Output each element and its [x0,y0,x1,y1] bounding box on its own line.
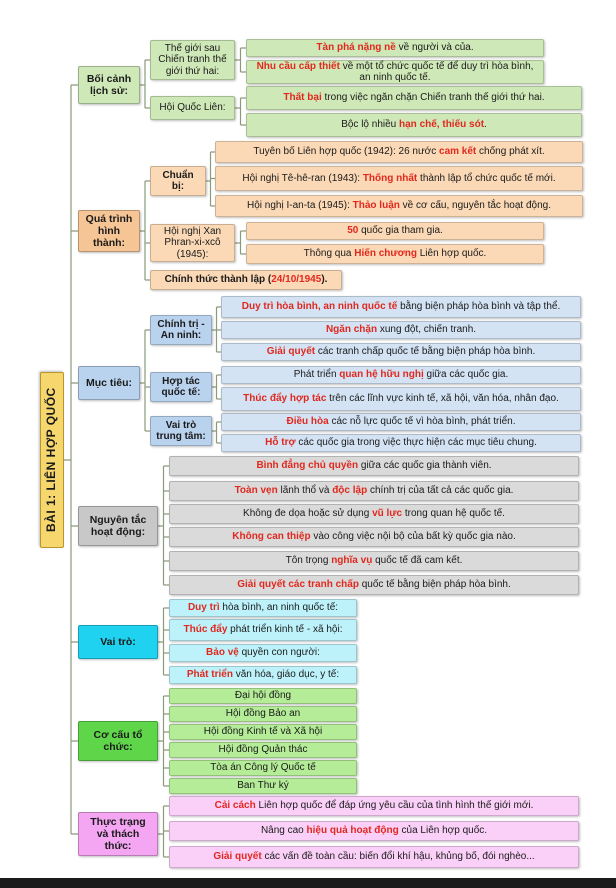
highlight-text: hạn chế, thiếu sót [399,119,485,131]
plain-text: trong việc ngăn chặn Chiến tranh thế giới thứ hai. [321,92,545,104]
plain-text: lãnh thổ và [277,485,333,497]
leaf-text [341,119,487,131]
leaf-vai-tro-4 [169,666,357,684]
plain-text: Hội nghị I-an-ta (1945): [247,200,353,212]
leaf-thuc-trang-2 [169,821,579,841]
highlight-text: Giải quyết [266,346,316,358]
sub-hoi-quoc-lien: Hội Quốc Liên: [150,96,235,120]
leaf-vai-tro-3 [169,644,357,662]
leaf-text [165,274,328,286]
leaf-text [294,369,509,381]
leaf-qua-trinh-1 [215,141,583,163]
leaf-text [316,42,473,54]
connector-boi-canh-sub1 [235,48,246,72]
leaf-co-cau-1 [169,688,357,704]
leaf-text [261,825,487,837]
highlight-text: quan hệ hữu nghị [339,369,424,381]
plain-text: hòa bình, an ninh quốc tế: [219,602,339,614]
highlight-text: Điều hòa [286,416,329,428]
highlight-text: Thảo luận [352,200,400,212]
highlight-text: Ngăn chặn [325,324,378,336]
leaf-text [235,485,514,497]
leaf-text [204,726,322,738]
section-boi-canh: Bối cảnh lịch sử: [78,66,140,104]
plain-text: Đại hội đồng [234,690,292,702]
sub-hoi-nghi-xan-phran-xi-xco: Hội nghị Xan Phran-xi-xcô (1945): [150,224,235,262]
plain-text: quyền con người: [238,647,320,659]
connector-nguyen-tac [158,466,169,585]
leaf-boi-canh-4 [246,113,582,137]
leaf-text [235,690,291,702]
plain-text: các vấn đề toàn cầu: biến đổi khí hậu, khủng bố, đói nghèo... [261,851,535,863]
leaf-text [243,393,559,405]
leaf-co-cau-6 [169,778,357,794]
leaf-text [256,460,491,472]
leaf-text [242,173,555,185]
leaf-text [206,647,320,659]
leaf-text [326,324,476,336]
section-co-cau: Cơ cấu tổ chức: [78,721,158,761]
highlight-text: Thống nhất [362,172,418,184]
plain-text: về một tổ chức quốc tế để duy trì hòa bình, an ninh quốc tế. [339,60,534,83]
leaf-nguyen-tac-3 [169,504,579,524]
plain-text: Bộc lộ nhiều [341,119,400,131]
plain-text: Tôn trọng [285,555,332,567]
connector-qua-trinh [140,181,150,280]
section-thuc-trang: Thực trạng và thách thức: [78,812,158,856]
plain-text: Tòa án Công lý Quốc tế [210,762,316,774]
leaf-text [247,200,551,212]
section-muc-tieu: Mục tiêu: [78,366,140,400]
highlight-text: Duy trì hòa bình, an ninh quốc tế [241,301,398,313]
plain-text: Ban Thư ký [237,780,289,792]
plain-text: về người và của. [395,42,474,54]
leaf-muc-tieu-7 [221,434,581,452]
leaf-text [215,800,534,812]
leaf-boi-canh-3 [246,86,582,110]
highlight-text: Thất bại [283,92,322,104]
plain-text: giữa các quốc gia. [423,369,509,381]
leaf-text [286,416,515,428]
connector-vai-tro [158,608,169,675]
plain-text: quốc tế bằng biện pháp hòa bình. [358,579,511,591]
connector-hop-tac [212,375,221,399]
plain-text: Hội đồng Kinh tế và Xã hội [203,726,323,738]
plain-text: Liên hợp quốc. [416,248,487,260]
section-vai-tro: Vai trò: [78,625,158,659]
plain-text: quốc gia tham gia. [358,225,443,237]
leaf-boi-canh-2 [246,60,544,84]
leaf-text [237,579,511,591]
leaf-muc-tieu-3 [221,343,581,361]
leaf-vai-tro-1 [169,599,357,617]
highlight-text: nghĩa vụ [331,555,373,567]
highlight-text: vũ lực [372,508,403,520]
leaf-text [237,780,289,792]
plain-text: chống phát xít. [476,146,545,158]
plain-text: vào công việc nội bộ của bất kỳ quốc gia nào. [310,531,516,543]
leaf-text [347,225,443,237]
leaf-thuc-trang-1 [169,796,579,816]
leaf-co-cau-5 [169,760,357,776]
leaf-nguyen-tac-5 [169,551,579,571]
plain-text: Phát triển [293,369,340,381]
leaf-nguyen-tac-2 [169,481,579,501]
leaf-text [210,762,316,774]
sub-the-gioi-sau-chien-tranh: Thế giới sau Chiến tranh thế giới thứ hai: [150,40,235,80]
highlight-text: cam kết [439,146,477,158]
connector-boi-canh-sub2 [235,98,246,125]
leaf-text [265,437,537,449]
leaf-text [242,301,560,313]
plain-text: các tranh chấp quốc tế bằng biện pháp hòa bình. [315,346,536,358]
highlight-text: Giải quyết [213,851,262,863]
leaf-muc-tieu-1 [221,296,581,318]
highlight-text: Giải quyết các tranh chấp [237,579,359,591]
leaf-text [251,61,539,84]
highlight-text: Duy trì [187,602,220,614]
highlight-text: Hiến chương [354,248,417,260]
sub-chinh-thuc-thanh-lap [150,270,342,290]
highlight-text: Bảo vệ [206,647,239,659]
leaf-boi-canh-1 [246,39,544,57]
leaf-co-cau-2 [169,706,357,722]
plain-text: các quốc gia trong việc thực hiện các mục tiêu chung. [295,437,537,449]
bottom-bar [0,878,616,888]
highlight-text: Thúc đẩy hợp tác [243,393,327,405]
leaf-text [226,708,301,720]
plain-text: Tuyên bố Liên hợp quốc (1942): 26 nước [253,146,440,158]
highlight-text: độc lập [332,485,368,497]
highlight-text: Phát triển [186,669,233,681]
connector-xan-phran [235,231,246,254]
connector-boi-canh [140,60,150,108]
leaf-text [253,146,544,158]
leaf-text [213,851,534,863]
highlight-text: Bình đẳng chủ quyền [256,460,359,472]
leaf-muc-tieu-2 [221,321,581,339]
highlight-text: 24/10/1945 [271,274,322,286]
plain-text: các nỗ lực quốc tế vì hòa bình, phát triển. [328,416,516,428]
connector-trung-tam [212,422,221,443]
connector-co-cau [158,696,169,786]
section-nguyen-tac: Nguyên tắc hoạt động: [78,506,158,546]
plain-text: Hội đồng Bảo an [225,708,301,720]
connector-thuc-trang [158,806,169,857]
leaf-text [187,669,339,681]
highlight-text: Cải cách [214,800,256,812]
plain-text: ). [321,274,328,286]
leaf-muc-tieu-6 [221,413,581,431]
plain-text: xung đột, chiến tranh. [377,324,477,336]
highlight-text: hiệu quả hoạt động [306,825,399,837]
connector-chuan-bi [206,152,215,206]
connector-chinh-tri [212,307,221,352]
plain-text: của Liên hợp quốc. [398,825,488,837]
leaf-text [232,531,515,543]
plain-text: trong quan hệ quốc tế. [402,508,505,520]
leaf-thuc-trang-3 [169,846,579,868]
plain-text: về cơ cấu, nguyên tắc hoạt động. [399,200,551,212]
leaf-qua-trinh-2 [215,166,583,191]
sub-vai-tro-trung-tam: Vai trò trung tâm: [150,416,212,446]
highlight-text: Không can thiệp [232,531,311,543]
plain-text: Hội đồng Quản thác [218,744,308,756]
plain-text: Liên hợp quốc để đáp ứng yêu cầu của tình hình thế giới mới. [255,800,534,812]
sub-chinh-tri-an-ninh: Chính trị - An ninh: [150,315,212,345]
leaf-qua-trinh-4 [246,222,544,240]
leaf-nguyen-tac-6 [169,575,579,595]
highlight-text: Hỗ trợ [265,437,296,449]
plain-text: Hội nghị Tê-hê-ran (1943): [242,172,363,184]
leaf-nguyen-tac-4 [169,527,579,547]
plain-text: thành lập tổ chức quốc tế mới. [417,172,556,184]
plain-text: văn hóa, giáo dục, y tế: [232,669,340,681]
leaf-qua-trinh-5 [246,244,544,264]
leaf-muc-tieu-4 [221,366,581,384]
plain-text: Thông qua [303,248,355,260]
leaf-text [267,346,536,358]
plain-text: phát triển kinh tế - xã hội: [227,624,343,636]
sub-chuan-bi: Chuẩn bị: [150,166,206,196]
plain-text: . [484,119,487,131]
plain-text: chính trị của tất cả các quốc gia. [367,485,514,497]
highlight-text: Nhu cầu cấp thiết [256,60,340,72]
highlight-text: Tàn phá nặng nề [316,42,396,54]
plain-text: Nâng cao [260,825,307,837]
leaf-text [184,624,343,636]
leaf-text [243,508,505,520]
plain-text: Không đe dọa hoặc sử dụng [243,508,373,520]
leaf-nguyen-tac-1 [169,456,579,476]
connector-root [64,85,78,834]
leaf-qua-trinh-3 [215,195,583,217]
leaf-vai-tro-2 [169,619,357,641]
plain-text: giữa các quốc gia thành viên. [358,460,492,472]
leaf-text [188,602,338,614]
root-title: BÀI 1: LIÊN HỢP QUỐC [40,372,64,548]
plain-text: bằng biện pháp hòa bình và tập thể. [397,301,561,313]
leaf-co-cau-3 [169,724,357,740]
connector-muc-tieu [140,330,150,431]
highlight-text: Thúc đẩy [183,624,228,636]
plain-text: quốc tế đã cam kết. [372,555,463,567]
leaf-text [219,744,308,756]
leaf-text [286,555,463,567]
leaf-text [283,92,544,104]
highlight-text: 50 [347,225,359,237]
leaf-muc-tieu-5 [221,387,581,411]
sub-hop-tac-quoc-te: Hợp tác quốc tế: [150,372,212,402]
plain-text: Chính thức thành lập ( [164,274,272,286]
section-qua-trinh: Quá trình hình thành: [78,210,140,252]
leaf-co-cau-4 [169,742,357,758]
highlight-text: Toàn vẹn [234,485,278,497]
plain-text: trên các lĩnh vực kinh tế, xã hội, văn hóa, nhân đạo. [326,393,559,405]
leaf-text [304,248,487,260]
